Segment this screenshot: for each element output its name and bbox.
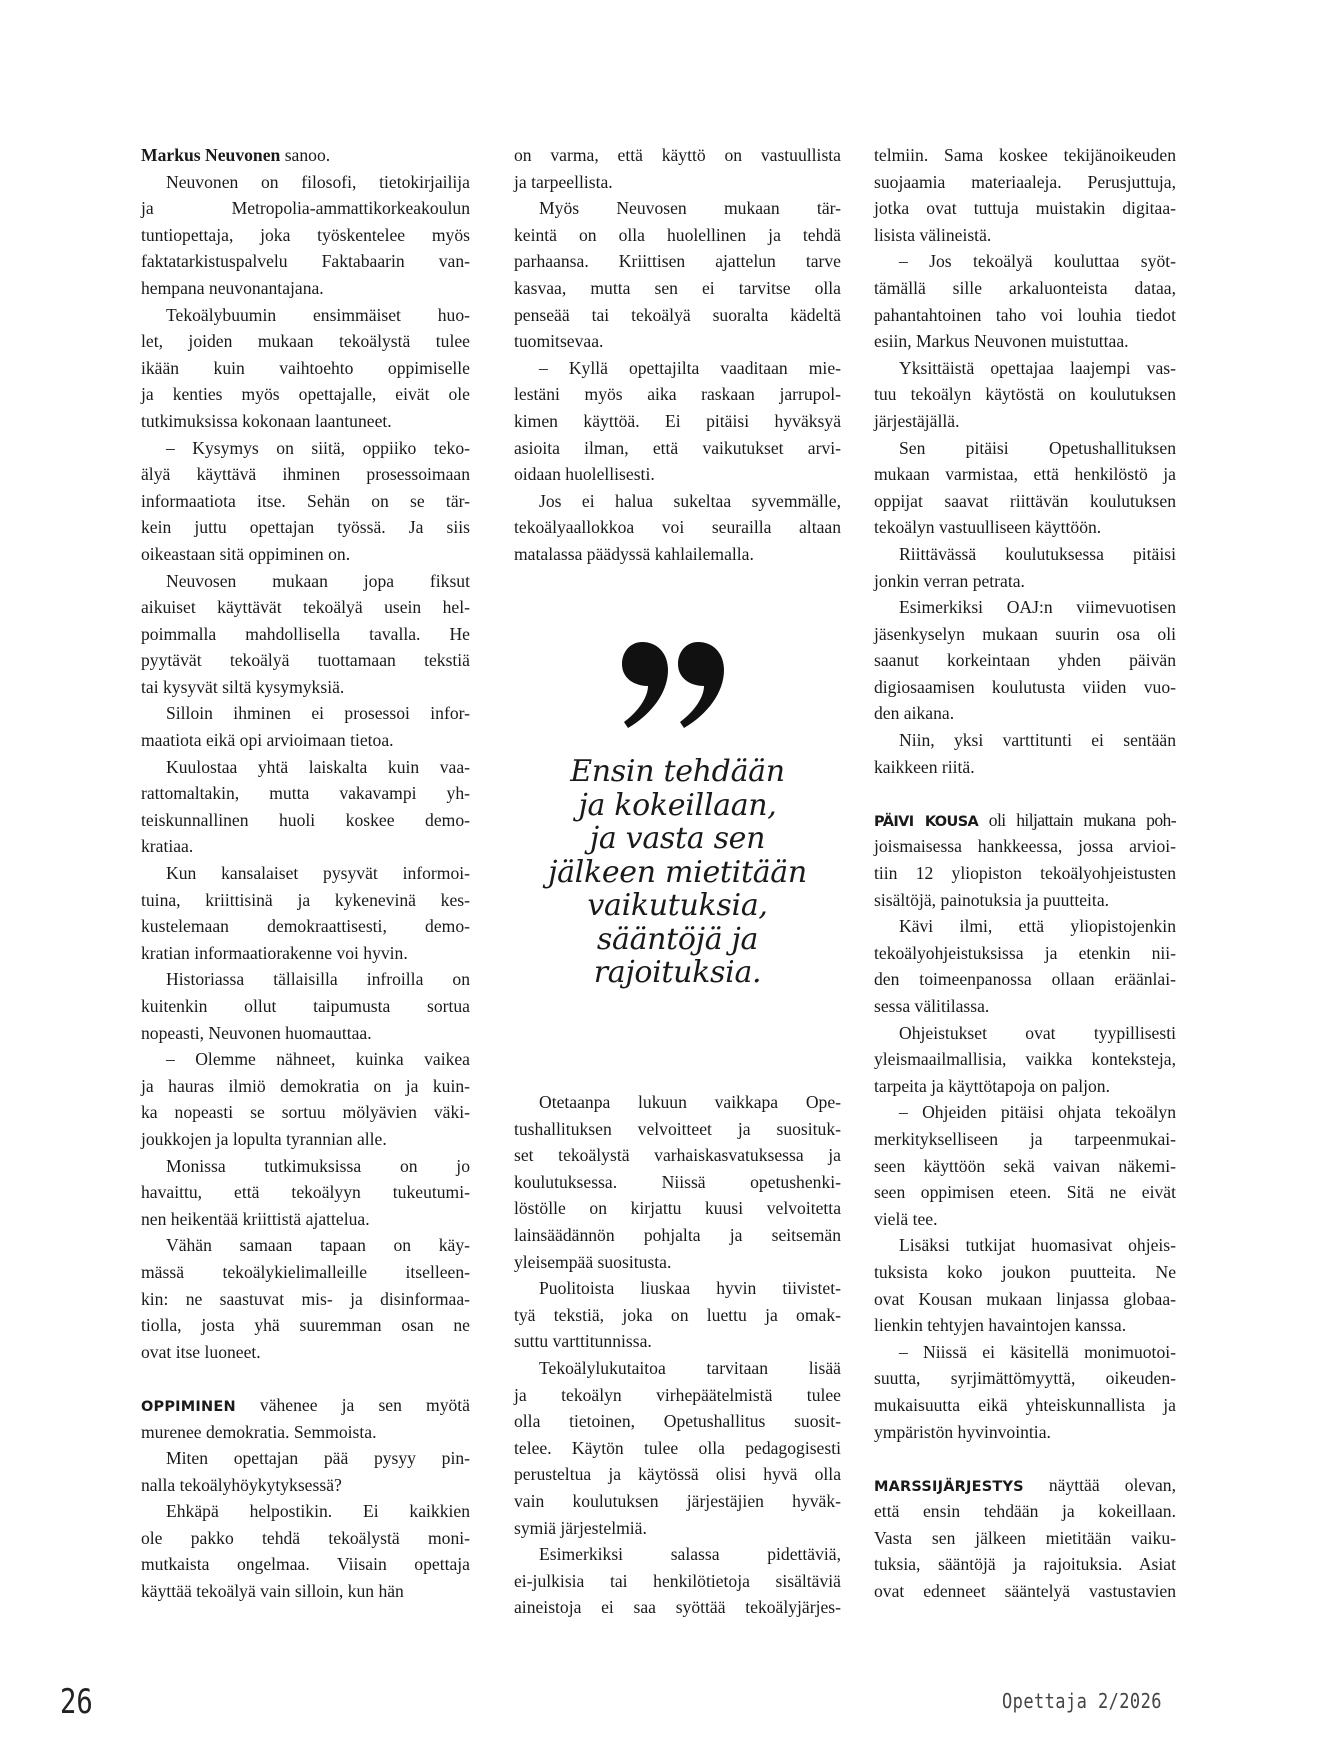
text-line: tekoälyaallokkoa voi seurailla altaan: [514, 517, 841, 538]
pull-quote-line: sääntöjä ja: [596, 921, 759, 957]
text-line: tuomitsevaa.: [514, 331, 604, 352]
text-line: Silloin ihminen ei prosessoi infor-: [166, 703, 470, 724]
text-line: – Jos tekoälyä kouluttaa syöt-: [899, 251, 1176, 272]
text-line: joismaisessa hankkeessa, jossa arvioi-: [874, 836, 1176, 857]
text-line: Ohjeistukset ovat tyypillisesti: [899, 1022, 1176, 1043]
text-line: tutkimuksissa kokonaan laantuneet.: [141, 410, 392, 431]
pull-quote-line: rajoituksia.: [593, 955, 762, 990]
text-line: tushallituksen velvoitteet ja suosituk-: [514, 1118, 841, 1139]
text-line: järjestäjällä.: [874, 410, 960, 431]
text-line: ja hauras ilmiö demokratia on ja kuin-: [141, 1075, 470, 1096]
text-line: penseää tai tekoälyä suoralta kädeltä: [514, 304, 841, 325]
text-line: [874, 1472, 1176, 1499]
text-line: Monissa tutkimuksissa on jo: [166, 1155, 470, 1176]
text-line: oppijat saavat riittävän koulutuksen: [874, 490, 1176, 511]
article-column-2: [514, 142, 841, 568]
text-line: merkitykselliseen ja tarpeenmukai-: [874, 1128, 1176, 1149]
text-line: kasvaa, mutta sen ei tarvitse olla: [514, 277, 841, 298]
text-line: on varma, että käyttö on vastuullista: [514, 145, 841, 165]
text-line: telmiin. Sama koskee tekijänoikeuden: [874, 145, 1176, 165]
text-line: tuntiopettaja, joka työskentelee myös: [141, 224, 470, 245]
pull-quote: [514, 755, 841, 990]
text-line: Tekoälybuumin ensimmäiset huo-: [166, 304, 470, 325]
text-line: informaatiota itse. Sehän on se tär-: [141, 490, 470, 511]
text-line: pyytävät tekoälyä tuottamaan tekstiä: [141, 650, 470, 671]
text-line: parhaansa. Kriittisen ajattelun tarve: [514, 251, 841, 272]
pull-quote-line: vaikutuksia,: [587, 888, 768, 923]
text-line: saanut korkeintaan yhden päivän: [874, 650, 1176, 671]
text-line: mukaisuutta eikä yhteiskunnallista ja: [874, 1394, 1176, 1415]
text-line: vain koulutuksen järjestäjien hyväk-: [514, 1490, 841, 1511]
text-line: sessa välitilassa.: [874, 996, 990, 1016]
page-number: 26: [60, 1682, 93, 1722]
text-line: suutta, syrjimättömyyttä, oikeuden-: [874, 1368, 1176, 1389]
text-line: murenee demokratia. Semmoista.: [141, 1421, 377, 1442]
text-line: ja Metropolia-ammattikorkeakoulun: [141, 198, 470, 219]
text-line: lienkin tehtyjen havaintojen kanssa.: [874, 1315, 1127, 1336]
text-line: lestäni myös aika raskaan jarrupol-: [514, 384, 841, 405]
text-line: ja tekoälyn virhepäätelmistä tulee: [514, 1384, 841, 1405]
pull-quote-line: ja kokeillaan,: [578, 787, 777, 823]
text-line: tekoälyn vastuulliseen käyttöön.: [874, 517, 1102, 538]
text-line: lainsäädännön pohjalta ja seitsemän: [514, 1224, 841, 1245]
text-line: että ensin tehdään ja kokeillaan.: [874, 1501, 1176, 1522]
column-3-kousa-section: [874, 833, 1176, 1445]
text-line: faktatarkistuspalvelu Faktabaarin van-: [141, 251, 470, 272]
text-line: ole pakko tehdä tekoälystä moni-: [141, 1527, 470, 1548]
text-line: ja kenties myös opettajalle, eivät ole: [141, 384, 470, 405]
text-line: kustelemaan demokraattisesti, demo-: [141, 916, 470, 937]
text-line: maatiota eikä opi arvioimaan tietoa.: [141, 730, 394, 751]
column-2-top: [514, 142, 841, 568]
text-line: seen käyttöön sekä vaivan näkemi-: [874, 1155, 1176, 1176]
text-line: Historiassa tällaisilla infroilla on: [166, 969, 470, 990]
text-line: Miten opettajan pää pysyy pin-: [166, 1448, 470, 1469]
text-line: teiskunnallinen huoli koskee demo-: [141, 809, 470, 830]
text-line: älyä käyttävä ihminen prosessoimaan: [141, 464, 470, 485]
text-line: kein juttu opettajan työssä. Ja siis: [141, 517, 470, 538]
text-line: suttu varttitunnissa.: [514, 1331, 652, 1352]
text-line: poimmalla mahdollisella tavalla. He: [141, 623, 470, 644]
text-line: tiin 12 yliopiston tekoälyohjeistusten: [874, 863, 1176, 884]
text-fragment: sanoo.: [280, 145, 331, 165]
text-line: – Niissä ei käsitellä monimuotoi-: [899, 1341, 1176, 1362]
column-1-body: [141, 169, 470, 1366]
text-line: pahantahtoinen taho voi louhia tiedot: [874, 304, 1176, 325]
text-line: Riittävässä koulutuksessa pitäisi: [899, 543, 1176, 564]
text-line: Tekoälylukutaitoa tarvitaan lisää: [539, 1357, 841, 1378]
text-line: tuksia, sääntöjä ja rajoituksia. Asiat: [874, 1554, 1176, 1575]
article-column-1: [141, 142, 470, 1605]
text-line: tuu tekoälyn käytöstä on koulutuksen: [874, 384, 1176, 405]
text-line: mutkaista ongelmaa. Viisain opettaja: [141, 1554, 470, 1575]
text-line: Lisäksi tutkijat huomasivat ohjeis-: [899, 1235, 1176, 1256]
text-line: matalassa päädyssä kahlailemalla.: [514, 543, 754, 564]
section-gap: [874, 1445, 1176, 1472]
text-line: ovat edenneet sääntelyä vastustavien: [874, 1581, 1176, 1602]
pull-quote-line: jälkeen mietitään: [548, 854, 807, 890]
text-line: ja tarpeellista.: [514, 171, 613, 192]
text-line: oidaan huolellisesti.: [514, 464, 655, 485]
text-line: kratian informaatiorakenne voi hyvin.: [141, 942, 408, 963]
text-line: yleisempää suositusta.: [514, 1251, 672, 1272]
pull-quote-line: ja vasta sen: [589, 821, 766, 856]
text-line: Yksittäistä opettajaa laajempi vas-: [899, 357, 1176, 378]
text-line: kuitenkin ollut taipumusta sortua: [141, 996, 470, 1016]
text-fragment: oli hiljattain mukana poh-: [978, 809, 1176, 830]
text-line: Vähän samaan tapaan on käy-: [166, 1235, 470, 1256]
text-line: esiin, Markus Neuvonen muistuttaa.: [874, 331, 1129, 352]
text-line: Kun kansalaiset pysyvät informoi-: [166, 863, 470, 884]
bold-name: Markus Neuvonen: [141, 145, 281, 165]
text-line: käyttää tekoälyä vain silloin, kun hän: [141, 1581, 404, 1602]
text-line: Jos ei halua sukeltaa syvemmälle,: [539, 490, 841, 511]
text-line: mukaan varmistaa, että henkilöstö ja: [874, 464, 1176, 485]
text-line: suojaamia materiaaleja. Perusjuttuja,: [874, 171, 1176, 192]
text-fragment: vähenee ja sen myötä: [235, 1394, 470, 1415]
text-line: set tekoälystä varhaiskasvatuksessa ja: [514, 1145, 841, 1166]
text-line: jonkin verran petrata.: [874, 570, 1025, 591]
text-line: ovat itse luoneet.: [141, 1341, 261, 1362]
text-line: kaikkeen riitä.: [874, 756, 975, 777]
text-line: perusteltua ja käytössä olisi hyvä olla: [514, 1464, 841, 1485]
text-line: Neuvonen on filosofi, tietokirjailija: [166, 171, 470, 192]
article-column-3: [874, 142, 1176, 1605]
text-line: koulutuksessa. Niissä opetushenki-: [514, 1171, 841, 1192]
text-line: Esimerkiksi salassa pidettäviä,: [539, 1544, 841, 1565]
text-line: ei-julkisia tai henkilötietoja sisältäviä: [514, 1570, 841, 1591]
text-line: [141, 142, 470, 169]
section-lead-in: PÄIVI KOUSA: [874, 813, 979, 830]
section-lead-in: MARSSIJÄRJESTYS: [874, 1478, 1024, 1495]
text-line: tiolla, josta yhä suuremman osan ne: [141, 1315, 470, 1336]
text-line: tämällä sille arkaluonteista dataa,: [874, 277, 1176, 298]
text-line: lisista välineistä.: [874, 224, 992, 245]
text-line: tyä tekstiä, joka on luettu ja omak-: [514, 1304, 841, 1325]
text-line: symiä järjestelmiä.: [514, 1517, 647, 1538]
text-line: – Ohjeiden pitäisi ohjata tekoälyn: [899, 1102, 1176, 1123]
text-line: sisältöjä, painotuksia ja puutteita.: [874, 889, 1110, 910]
text-line: [874, 807, 1176, 834]
text-line: aineistoja ei saa syöttää tekoälyjärjes-: [514, 1597, 841, 1618]
text-line: – Olemme nähneet, kuinka vaikea: [166, 1049, 470, 1070]
text-line: ympäristön hyvinvointia.: [874, 1421, 1051, 1442]
text-line: yleismaailmallisia, vaikka konteksteja,: [874, 1049, 1176, 1070]
text-line: tekoälyohjeistuksissa ja etenkin nii-: [874, 942, 1176, 963]
text-line: jotka ovat tuttuja muistakin digitaa-: [874, 198, 1176, 219]
text-line: olla tietoinen, Opetushallitus suosit-: [514, 1411, 841, 1432]
text-line: nalla tekoälyhöykytyksessä?: [141, 1474, 342, 1495]
text-line: vielä tee.: [874, 1208, 938, 1229]
text-line: Kävi ilmi, että yliopistojenkin: [899, 916, 1176, 937]
column-3-top: [874, 142, 1176, 780]
text-line: telee. Käytön tulee olla pedagogisesti: [514, 1437, 841, 1458]
text-line: ovat Kousan mukaan linjassa globaa-: [874, 1288, 1176, 1309]
column-3-marssi-section: [874, 1498, 1176, 1604]
text-line: tai kysyvät siltä kysymyksiä.: [141, 676, 345, 697]
text-line: ka nopeasti se sortuu mölyävien väki-: [141, 1102, 470, 1123]
text-line: hempana neuvonantajana.: [141, 277, 324, 298]
text-line: den aikana.: [874, 703, 955, 724]
text-line: Otetaanpa lukuun vaikkapa Ope-: [539, 1092, 841, 1112]
text-line: kratiaa.: [141, 836, 194, 857]
text-line: Niin, yksi varttitunti ei sentään: [899, 730, 1176, 751]
section-lead-in: OPPIMINEN: [141, 1398, 236, 1415]
text-line: digiosaamisen koulutusta viiden vuo-: [874, 676, 1176, 697]
text-line: nen heikentää kriittistä ajattelua.: [141, 1208, 370, 1229]
text-line: Ehkäpä helpostikin. Ei kaikkien: [166, 1501, 470, 1522]
text-line: Sen pitäisi Opetushallituksen: [899, 437, 1176, 458]
text-line: nopeasti, Neuvonen huomauttaa.: [141, 1022, 372, 1043]
text-line: aikuiset käyttävät tekoälyä usein hel-: [141, 597, 470, 618]
text-line: asioita ilman, että vaikutukset arvi-: [514, 437, 841, 458]
text-line: Esimerkiksi OAJ:n viimevuotisen: [899, 597, 1176, 618]
text-line: Myös Neuvosen mukaan tär-: [539, 198, 841, 219]
text-line: Puolitoista liuskaa hyvin tiivistet-: [539, 1278, 841, 1299]
text-line: Neuvosen mukaan jopa fiksut: [166, 570, 470, 591]
text-line: rattomaltakin, mutta vakavampi yh-: [141, 783, 470, 804]
text-line: mässä tekoälykielimalleille itselleen-: [141, 1261, 470, 1282]
text-line: oikeastaan sitä oppiminen on.: [141, 543, 351, 564]
text-line: seen oppimisen eteen. Sitä ne eivät: [874, 1182, 1176, 1203]
text-line: kimen käyttöä. Ei pitäisi hyväksyä: [514, 410, 841, 431]
text-line: löstölle on kirjattu kuusi velvoitetta: [514, 1198, 841, 1219]
text-line: tarpeita ja käyttötapoja on paljon.: [874, 1075, 1110, 1096]
section-gap: [874, 780, 1176, 807]
text-line: Vasta sen jälkeen mietitään vaiku-: [874, 1527, 1176, 1548]
text-line: – Kysymys on siitä, oppiiko teko-: [166, 437, 470, 458]
text-line: keintä on olla huolellinen ja tehdä: [514, 224, 841, 245]
text-line: tuksista koko joukon puutteita. Ne: [874, 1261, 1176, 1282]
section-gap: [141, 1365, 470, 1392]
text-line: tuina, kriittisinä ja kykenevinä kes-: [141, 889, 470, 910]
text-fragment: näyttää olevan,: [1023, 1474, 1176, 1495]
pull-quote-line: Ensin tehdään: [570, 754, 785, 789]
text-line: den toimeenpanossa ollaan eräänlai-: [874, 969, 1176, 990]
text-line: [141, 1392, 470, 1419]
article-column-2-lower: [514, 1089, 841, 1621]
column-1-section-2: [141, 1419, 470, 1605]
text-line: ikään kuin vaihtoehto oppimiselle: [141, 357, 470, 378]
text-line: kin: ne saastuvat mis- ja disinformaa-: [141, 1288, 470, 1309]
text-line: Kuulostaa yhtä laiskalta kuin vaa-: [166, 756, 470, 777]
text-line: havaittu, että tekoälyyn tukeutumi-: [141, 1182, 470, 1203]
closing-quote-icon: [618, 640, 728, 730]
publication-issue: Opettaja 2/2026: [1002, 1689, 1162, 1713]
text-line: – Kyllä opettajilta vaaditaan mie-: [539, 357, 841, 378]
text-line: joukkojen ja lopulta tyrannian alle.: [141, 1128, 387, 1149]
column-2-lower-body: [514, 1089, 841, 1621]
text-line: jäsenkyselyn mukaan suurin osa oli: [874, 623, 1176, 644]
text-line: let, joiden mukaan tekoälystä tulee: [141, 331, 470, 352]
